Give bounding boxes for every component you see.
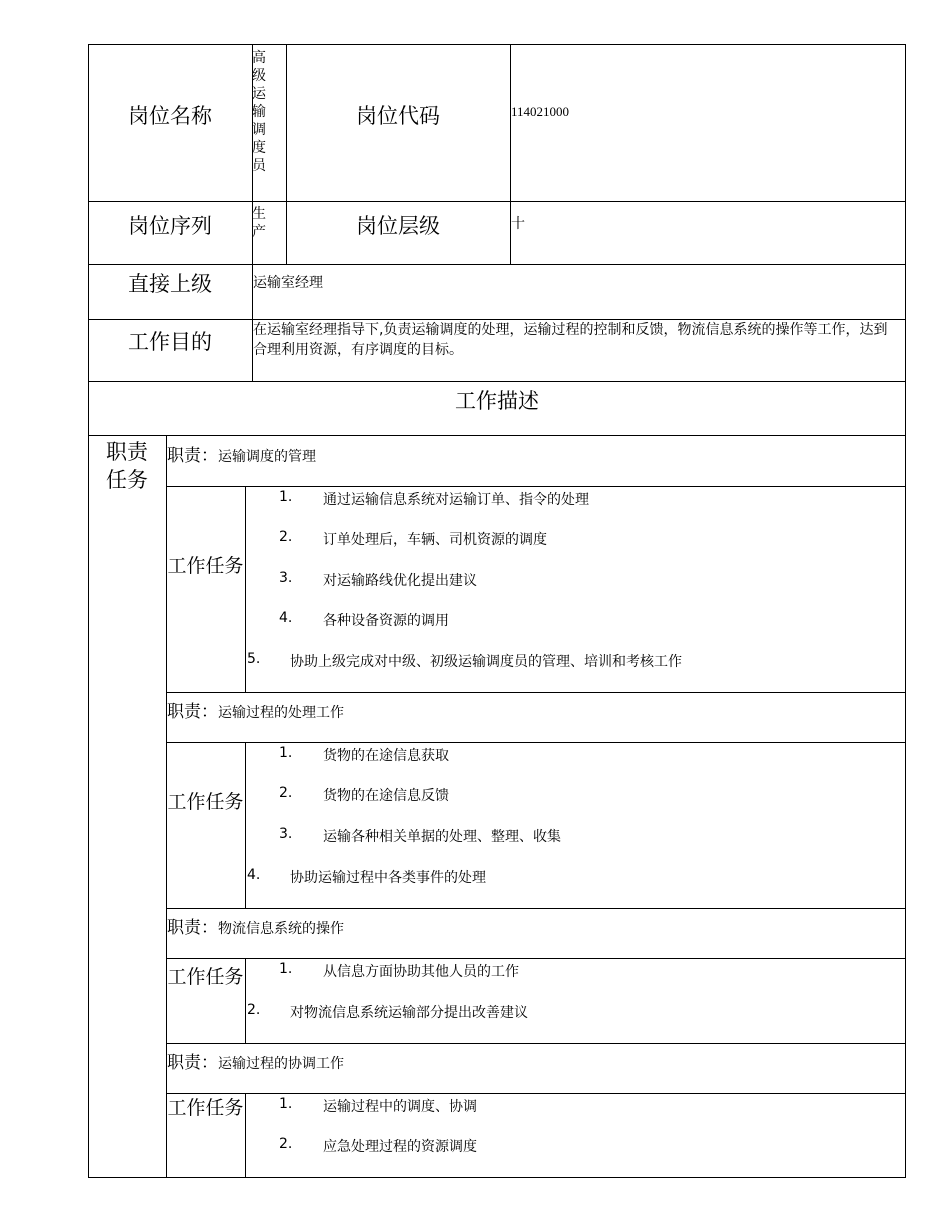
row-divider <box>166 692 906 693</box>
duty-prefix: 职责： <box>167 446 218 466</box>
row-divider <box>166 1043 906 1044</box>
task-number: 1. <box>279 489 293 505</box>
superior-value: 运输室经理 <box>253 275 323 291</box>
task-text: 对运输路线优化提出建议 <box>323 573 477 589</box>
duty-prefix: 职责： <box>167 1053 218 1073</box>
superior-label: 直接上级 <box>128 272 212 296</box>
task-number: 4. <box>279 610 293 626</box>
task-text: 协助运输过程中各类事件的处理 <box>290 870 486 886</box>
task-label: 工作任务 <box>167 966 244 988</box>
task-text: 从信息方面协助其他人员的工作 <box>323 964 519 980</box>
col-divider <box>245 958 246 1043</box>
task-text: 运输各种相关单据的处理、整理、收集 <box>323 829 561 845</box>
task-number: 2. <box>279 529 293 545</box>
duty-header <box>167 913 344 938</box>
col-divider <box>245 486 246 692</box>
duty-prefix: 职责： <box>167 918 218 938</box>
row-divider <box>88 201 906 202</box>
task-number: 1. <box>279 1096 293 1112</box>
task-number: 3. <box>279 570 293 586</box>
task-number: 3. <box>279 826 293 842</box>
post-code-label: 岗位代码 <box>356 104 440 128</box>
row-divider <box>166 908 906 909</box>
col-divider <box>245 742 246 908</box>
post-series-value: 生产 <box>252 206 266 240</box>
duty-prefix: 职责： <box>167 702 218 722</box>
post-level-label: 岗位层级 <box>356 214 440 238</box>
col-divider <box>245 1093 246 1177</box>
duty-header <box>167 697 344 722</box>
section-title: 工作描述 <box>455 389 539 413</box>
task-text: 运输过程中的调度、协调 <box>323 1099 477 1115</box>
table-border-top <box>88 44 906 45</box>
duty-task-side-label: 职责任务 <box>106 440 148 492</box>
purpose-label: 工作目的 <box>128 330 212 354</box>
row-divider <box>166 486 906 487</box>
post-name-value: 高级运输调度员 <box>252 50 266 174</box>
task-label: 工作任务 <box>167 791 244 813</box>
row-divider <box>166 958 906 959</box>
task-label: 工作任务 <box>167 1097 244 1119</box>
purpose-value: 在运输室经理指导下,负责运输调度的处理，运输过程的控制和反馈，物流信息系统的操作等工作，达到合理利用资源，有序调度的目标。 <box>253 322 888 358</box>
task-text: 货物的在途信息反馈 <box>323 788 449 804</box>
duty-name: 物流信息系统的操作 <box>218 921 344 937</box>
task-text: 货物的在途信息获取 <box>323 748 449 764</box>
duty-name: 运输调度的管理 <box>218 449 316 465</box>
task-text: 对物流信息系统运输部分提出改善建议 <box>290 1005 528 1021</box>
task-number: 5. <box>247 651 261 667</box>
task-text: 通过运输信息系统对运输订单、指令的处理 <box>323 492 589 508</box>
row-divider <box>88 381 906 382</box>
post-level-value: 十 <box>511 216 525 232</box>
row-divider <box>166 1093 906 1094</box>
task-number: 1. <box>279 961 293 977</box>
task-number: 1. <box>279 745 293 761</box>
task-number: 4. <box>247 867 261 883</box>
task-number: 2. <box>247 1002 261 1018</box>
task-text: 协助上级完成对中级、初级运输调度员的管理、培训和考核工作 <box>290 654 682 670</box>
task-text: 订单处理后，车辆、司机资源的调度 <box>323 532 547 548</box>
duty-name: 运输过程的协调工作 <box>218 1056 344 1072</box>
table-border-bottom <box>88 1177 906 1178</box>
duty-name: 运输过程的处理工作 <box>218 705 344 721</box>
task-label: 工作任务 <box>167 555 244 577</box>
row-divider <box>88 435 906 436</box>
table-border-right <box>905 44 906 1178</box>
row-divider <box>88 264 906 265</box>
row-divider <box>166 742 906 743</box>
task-text: 各种设备资源的调用 <box>323 613 449 629</box>
post-name-label: 岗位名称 <box>128 104 212 128</box>
task-number: 2. <box>279 785 293 801</box>
post-series-label: 岗位序列 <box>128 214 212 238</box>
duty-header <box>167 1048 344 1073</box>
post-code-value: 114021000 <box>511 104 570 119</box>
duty-header <box>167 441 316 466</box>
task-text: 应急处理过程的资源调度 <box>323 1139 477 1155</box>
task-number: 2. <box>279 1136 293 1152</box>
